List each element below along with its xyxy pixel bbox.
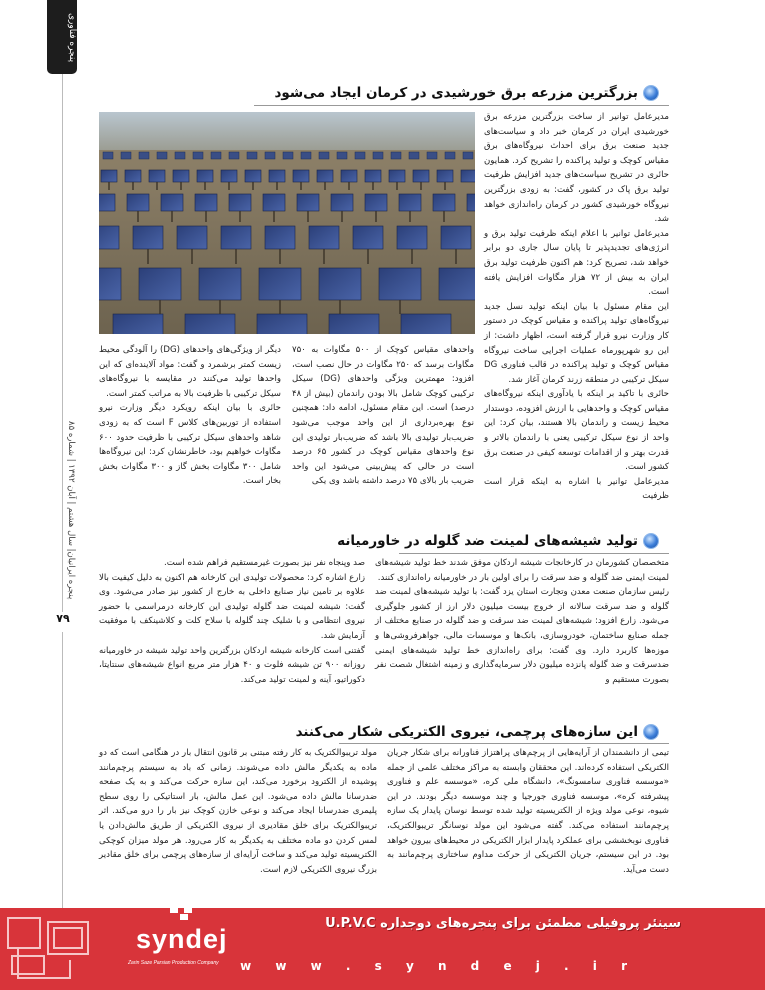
globe-bullet-icon [644,86,658,100]
issue-info: پنجره ایرانیان| سال هشتم | آبان ۱۳۹۲ | شماره ۸۵ [66,420,76,600]
article3-title: این سازه‌های پرچمی، نیروی الکتریکی شکار می‌کنند [295,724,638,740]
paragraph: واحدهای مقیاس کوچک از ۵۰۰ مگاوات به ۷۵۰ مگاوات برسد که ۲۵۰ مگاوات در حال نصب است، افزود: مهمترین ویژگی واحدهای (DG) سیکل ترکیبی کوچک شامل بالا بودن راندمان (بیش از ۴۸ درصد) است. این مقام مسئول، ادامه داد: همچنین نوع بهره‌برداری از این واحد موجب می‌شود ضریب‌بار تولیدی بالا باشد که ضریب‌بار تولیدی این نوع واحدهای مقیاس کوچک در کشور ۶۵ درصد است در حالی که پیش‌بینی می‌شود این واحد ضریب بار بالای ۷۵ درصد داشته باشد وی یکی [292,345,474,487]
article3-column-left [99,746,377,877]
section-tab: پنجره فناوری [47,0,77,74]
globe-bullet-icon [644,534,658,548]
paragraph: حائری با تاکید بر اینکه با یادآوری اینکه نیروگاه‌های مقیاس کوچک و واحدهایی با ارزش افزوده، دوستدار محیط زیست و راندمان بالا هستند، بیان کرد: این واحد از نوع سیکل ترکیبی یعنی با راندمان بالاتر و قدرت بهتر و از اقدامات توسعه کیفی در صنعت برق کشور است. [484,389,669,473]
article2-title-rule [399,553,669,554]
article3-title-rule [339,743,669,744]
paragraph: مدیرعامل توانیر از ساخت بزرگترین مزرعه برق خورشیدی ایران در کرمان خبر داد و سیاست‌های جدید صنعت برق برای احداث نیروگاه‌های برق مقیاس کوچک و تولید پراکنده را تشریح کرد. همایون حائری در تشریح سیاست‌های جدید افزایش ظرفیت تولید برق پاک در کشور، گفت: به زودی بزرگترین نیروگاه خورشیدی کشور در کرمان راه‌اندازی خواهد شد. [484,112,669,225]
article1-column-middle [292,343,474,489]
paragraph: زارع اشاره کرد: محصولات تولیدی این کارخانه هم اکنون به دلیل کیفیت بالا علاوه بر تامین نیاز صنایع داخلی به خارج از کشور نیز صادر می‌شود. وی گفت: شیشه لمینت ضد گلوله تولیدی این کارخانه درمراسمی با حضور نیروی انتظامی و با شلیک چند گلوله با سلاح کلت و کلاشینکف با موفقیت آزمایش شد. [99,572,365,641]
paragraph: حائری با بیان اینکه رویکرد دیگر وزارت نیرو استفاده از توربین‌های کلاس F است که به زودی شاهد واحدهای سیکل ترکیبی با ظرفیت حدود ۶۰۰ مگاوات خواهیم بود، خاطرنشان کرد: این نیروگاه‌ها شامل ۳۰۰ مگاوات بخش گاز و ۳۰۰ مگاوات بخش بخار است. [99,403,281,487]
syndej-mark-icon [160,900,196,926]
article1-column-right [484,110,669,504]
article2-column-left [99,556,365,687]
paragraph: متخصصان کشورمان در کارخانجات شیشه اردکان موفق شدند خط تولید شیشه‌های لمینت ایمنی ضد گلوله و ضد سرقت را برای اولین بار در خاورمیانه راه‌اندازی کنند. [375,558,669,583]
syndej-logo: syndej [136,924,228,954]
article1-title-rule [254,105,669,106]
article1-title: بزرگترین مزرعه برق خورشیدی در کرمان ایجاد می‌شود [274,85,638,101]
page-number: ۷۹ [50,612,76,632]
paragraph: رئیس سازمان صنعت معدن وتجارت استان یزد گفت: با تولید شیشه‌های لمینت ضد گلوله و ضد سرقت سالانه از خروج بیست میلیون دلار ارز از کشور جلوگیری می‌شود. زارع افزود: شیشه‌های لمینت ضد سرقت و ضد گلوله در صنایع مختلف از جمله صنایع ساختمان، خودروسازی، بانک‌ها و موسسات مالی، جواهرفروشی‌ها و موزه‌ها کاربرد دارد. وی گفت: برای راه‌اندازی خط تولید شیشه‌های ایمنی ضدسرقت و ضد گلوله پانزده میلیون دلار سرمایه‌گذاری و زمینه اشتغال شصت نفر بصورت مستقیم و [375,587,669,685]
article1-heading [274,85,658,101]
window-frame-icon [0,908,110,990]
footer-slogan: سینئر پروفیلی مطمئن برای پنجره‌های دوجداره U.P.V.C [325,916,681,931]
article3-heading [296,724,658,740]
paragraph: این مقام مسئول با بیان اینکه تولید نسل جدید نیروگاه‌های تولید پراکنده و مقیاس کوچک در دستور کار وزارت نیرو قرار گرفته است، اظهار داشت: از این رو شهرپورماه عملیات اجرایی ساخت نیروگاه مقیاس کوچک و تولید پراکنده در قالب فناوری DG سیکل ترکیبی در منطقه زرند کرمان آغاز شد. [484,301,669,385]
solar-panels-icon [99,112,475,334]
syndej-company-name: Zarin Saze Parsian Production Company [128,960,219,966]
solar-farm-photo [99,112,475,334]
paragraph: صد وپنجاه نفر نیز بصورت غیرمستقیم فراهم شده است. [163,558,365,568]
paragraph: تیمی از دانشمندان از آرایه‌هایی از پرچم‌های پراهتزاز فناورانه برای شکار جریان الکتریکی استفاده کرده‌اند. این محققان وابسته به مراکز مختلف علمی از جمله «موسسه فناوری سامسونگ»، دانشگاه ملی کره، «موسسه علم و فناوری پیشرفته کره»، موسسه فناوری جورجیا و چند موسسه دیگر بودند. در این شیوه، نوعی مولد ویژه از الکتریسیته تولید شده توسط نوسان پایدار یک سازه پرچم‌مانند استفاده می‌کند. گفته می‌شود این مولد نوسانگر تریبوالکتریک، فناوری نوبخششی برای عملکرد پایدار ابزار الکتریکی در محیط‌های بیرون خواهد بود. در این سیستم، جریان الکتریکی از حرکت مداوم ساختاری پرچم‌مانند به دست می‌آید. [387,748,669,875]
paragraph: مدیرعامل توانیر با اشاره به اینکه قرار است ظرفیت [484,476,669,502]
article2-column-right [375,556,669,687]
paragraph: دیگر از ویژگی‌های واحدهای (DG) را آلودگی محیط زیست کمتر برشمرد و گفت: مواد آلاینده‌ای که این واحدها تولید می‌کنند در مقایسه با نیروگاه‌های سیکل ترکیبی با ظرفیت بالا به مراتب کمتر است. [99,345,281,399]
article1-column-left [99,343,281,489]
article3-column-right [387,746,669,877]
article2-title: تولید شیشه‌های لمینت ضد گلوله در خاورمیانه [337,533,638,549]
paragraph: مدیرعامل توانیر با اعلام اینکه ظرفیت تولید برق و انرژی‌های تجدیدپذیر تا پایان سال جاری دو برابر خواهد شد، تصریح کرد: هم اکنون ظرفیت تولید برق ایران به بیش از ۷۲ هزار مگاوات افزایش یافته است. [484,228,669,298]
footer-website-link[interactable]: w w w . s y n d e j . i r [240,959,637,973]
globe-bullet-icon [644,725,658,739]
paragraph: گفتنی است کارخانه شیشه اردکان بزرگترین واحد تولید شیشه در خاورمیانه روزانه ۹۰۰ تن شیشه فلوت و ۴۰ هزار متر مربع انواع شیشه‌های سنتایتا، دکوراتیو، آینه و لمینت تولید می‌کند. [99,645,365,685]
article2-heading [337,533,658,549]
paragraph: مولد تریبوالکتریک به کار رفته مبتنی بر قانون انتقال بار در هنگامی است که دو ماده به یکدیگر مالش داده می‌شوند. زمانی که باد به سیستم پرچم‌مانند پوشیده از الکترود برخورد می‌کند، این سازه حرکت می‌کند و به یک صفحه ضدرسانا مالش داده می‌شود. این عمل مالش، بار استاتیکی را روی سطح پلیمری ضدرسانا ایجاد می‌کند و نوعی خازن کوچک نیز بار را درو می‌کند. اثر تریبوالکتریک برای خلق مقادیری از نیروی الکتریکی از طریق مالش‌دادن یا لمس کردن دو ماده مختلف به یکدیگر به کار می‌رود. هر مولد میزان کوچکی الکتریسیته تولید می‌کند و ساخت آرایه‌ای از سازه‌های پرچمی برای خلق مقادیر بزرگ نیروی الکتریکی لازم است. [99,748,377,875]
